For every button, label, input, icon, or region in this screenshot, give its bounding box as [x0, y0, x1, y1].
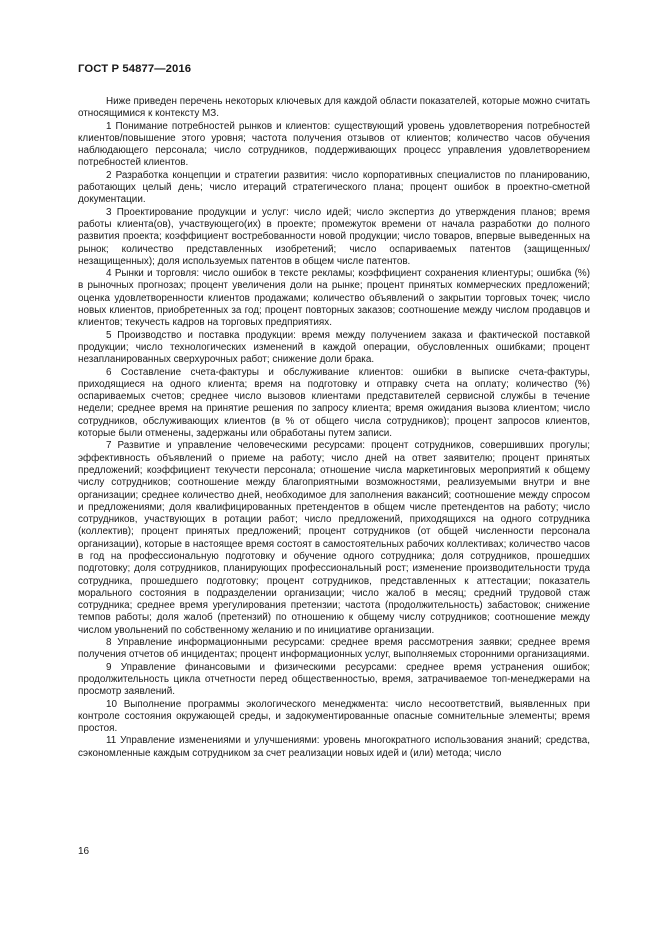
- paragraph-2: 2 Разработка концепции и стратегии развития: число корпоративных специалистов по планированию, работающих целый день; число итераций стратегического плана; процент ошибок в проектно-сметной документации.: [78, 169, 590, 206]
- paragraph-6: 6 Составление счета-фактуры и обслуживание клиентов: ошибки в выписке счета-фактуры, приходящиеся на одного клиента; время на подготовку и отправку счета на оплату; количество (%) оспариваемых счетов; среднее число вызовов клиентами представителей сервисной службы в течение недели; среднее время на принятие решения по запросу клиента; время ожидания вызова клиентом; число сотрудников, обслуживающих клиентов (в % от общего числа сотрудников); процент запросов клиентов, которые были отменены, задержаны или обработаны путем записи.: [78, 366, 590, 440]
- page-number: 16: [78, 846, 90, 857]
- document-body: [78, 96, 590, 760]
- paragraph-4: 4 Рынки и торговля: число ошибок в тексте рекламы; коэффициент сохранения клиентуры; ошибка (%) в рыночных прогнозах; процент увеличения доли на рынке; процент принятых коммерческих предложений; оценка удовлетворенности клиентов продажами; количество объявлений о закрытии торговых точек; число новых клиентов, приобретенных за год; процент повторных заказов; соотношение между числом продавцов и клиентов; текучесть кадров на торговых предприятиях.: [78, 268, 590, 329]
- paragraph-intro: Ниже приведен перечень некоторых ключевых для каждой области показателей, которые можно считать относящимися к контексту МЗ.: [78, 96, 590, 120]
- paragraph-7: 7 Развитие и управление человеческими ресурсами: процент сотрудников, совершивших прогулы; эффективность объявлений о приеме на работу; число дней на ответ заявителю; процент принятых предложений; коэффициент текучести персонала; отношение числа маркетинговых мероприятий к общему числу сотрудников; соотношение между благоприятными возможностями, реализуемыми внутри и вне организации; среднее количество дней, необходимое для заполнения вакансий; соотношение между спросом и предложениями; доля квалифицированных претендентов в общем числе претендентов на работу; число сотрудников, участвующих в ротации работ; число предложений, приходящихся на одного сотрудника (коллектив); процент принятых предложений; процент сотрудников (от общей численности персонала организации), которые в настоящее время состоят в самостоятельных рабочих коллективах; количество часов в год на профессиональную подготовку и обучение одного сотрудника; доля сотрудников, прошедших подготовку; доля сотрудников, планирующих профессиональный рост; изменение производительности труда сотрудника, прошедшего подготовку; процент сотрудников, представленных к аттестации; показатель морального состояния в подразделении организации; число жалоб в месяц; средний трудовой стаж сотрудника; среднее время урегулирования претензии; частота (продолжительность) забастовок; снижение темпов работы; доля жалоб (претензий) по отношению к общему числу сотрудников; соотношение между числом увольнений по собственному желанию и по инициативе организации.: [78, 440, 590, 636]
- paragraph-9: 9 Управление финансовыми и физическими ресурсами: среднее время устранения ошибок; продолжительность цикла отчетности перед общественностью, время, затрачиваемое топ-менеджерами на просмотр заявлений.: [78, 661, 590, 698]
- standard-header: ГОСТ Р 54877—2016: [78, 63, 192, 75]
- paragraph-8: 8 Управление информационными ресурсами: среднее время рассмотрения заявки; среднее время получения отчетов об инцидентах; процент информационных услуг, выполняемых сторонними организациями.: [78, 637, 590, 661]
- paragraph-11: 11 Управление изменениями и улучшениями: уровень многократного использования знаний; средства, сэкономленные каждым сотрудником за счет реализации новых идей и (или) метода; число: [78, 735, 590, 759]
- paragraph-3: 3 Проектирование продукции и услуг: число идей; число экспертиз до утверждения планов; время работы клиента(ов), участвующего(их) в проекте; промежуток времени от начала разработки до полного развития проекта; коэффициент востребованности новой продукции; число товаров, впервые выведенных на рынок; количество представленных изобретений; число оспариваемых патентов (защищенных/незащищенных); доля используемых патентов в общем числе патентов.: [78, 206, 590, 267]
- paragraph-10: 10 Выполнение программы экологического менеджмента: число несоответствий, выявленных при контроле состояния окружающей среды, и задокументированные опасные сомнительные элементы; время простоя.: [78, 698, 590, 735]
- paragraph-1: 1 Понимание потребностей рынков и клиентов: существующий уровень удовлетворения потребностей клиентов/повышение этого уровня; частота получения отзывов от клиентов; количество часов обучения наблюдающего персонала; число сотрудников, поддерживающих процесс управления удовлетворением потребностей клиентов.: [78, 120, 590, 169]
- paragraph-5: 5 Производство и поставка продукции: время между получением заказа и фактической поставкой продукции; число технологических изменений в каждой операции, обусловленных ошибками; процент незапланированных сверхурочных работ; снижение доли брака.: [78, 329, 590, 366]
